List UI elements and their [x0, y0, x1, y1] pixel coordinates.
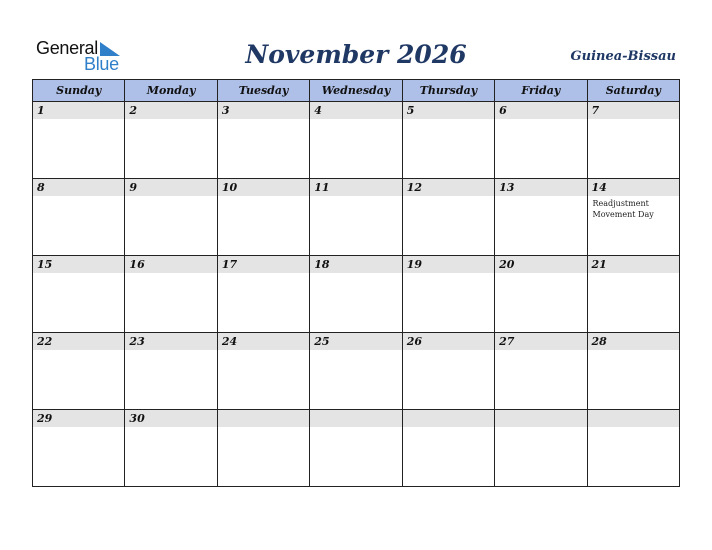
day-number: 16	[125, 256, 216, 273]
day-number: 24	[218, 333, 309, 350]
week-row	[33, 256, 680, 333]
day-number: 13	[495, 179, 586, 196]
day-number: 25	[310, 333, 401, 350]
day-cell	[310, 179, 402, 256]
day-cell	[495, 333, 587, 410]
day-cell	[125, 179, 217, 256]
day-cell	[217, 179, 309, 256]
day-number: 8	[33, 179, 124, 196]
day-cell	[217, 333, 309, 410]
day-number: 20	[495, 256, 586, 273]
day-cell	[33, 333, 125, 410]
day-number: 9	[125, 179, 216, 196]
day-cell	[495, 179, 587, 256]
day-number: 4	[310, 102, 401, 119]
day-cell	[402, 179, 494, 256]
day-number: 28	[588, 333, 679, 350]
day-cell-empty	[402, 410, 494, 487]
day-number-empty	[403, 410, 494, 427]
day-cell	[495, 102, 587, 179]
day-number: 11	[310, 179, 401, 196]
weekday-header-row	[33, 80, 680, 102]
day-cell	[125, 102, 217, 179]
day-cell	[495, 256, 587, 333]
logo-word-blue: Blue	[84, 54, 119, 74]
day-cell	[587, 102, 679, 179]
day-cell	[402, 102, 494, 179]
weekday-header: Sunday	[33, 80, 125, 102]
day-cell	[125, 256, 217, 333]
day-cell	[125, 410, 217, 487]
day-number: 15	[33, 256, 124, 273]
day-number: 23	[125, 333, 216, 350]
weekday-header: Monday	[125, 80, 217, 102]
day-number: 7	[588, 102, 679, 119]
week-row	[33, 102, 680, 179]
weekday-header: Wednesday	[310, 80, 402, 102]
day-number: 5	[403, 102, 494, 119]
day-cell	[217, 256, 309, 333]
day-number: 6	[495, 102, 586, 119]
day-number-empty	[310, 410, 401, 427]
day-cell	[125, 333, 217, 410]
day-cell	[33, 410, 125, 487]
day-cell	[587, 333, 679, 410]
day-cell	[587, 256, 679, 333]
calendar-title: November 2026	[245, 40, 467, 69]
day-cell	[402, 333, 494, 410]
day-number: 14	[588, 179, 679, 196]
day-number: 3	[218, 102, 309, 119]
day-number: 10	[218, 179, 309, 196]
day-cell	[33, 102, 125, 179]
day-cell-empty	[495, 410, 587, 487]
week-row	[33, 410, 680, 487]
logo-word-general: General	[36, 38, 98, 58]
country-label: Guinea-Bissau	[570, 49, 676, 64]
day-number: 1	[33, 102, 124, 119]
calendar-grid	[32, 79, 680, 487]
weekday-header: Friday	[495, 80, 587, 102]
day-cell	[310, 256, 402, 333]
week-row	[33, 333, 680, 410]
day-number: 22	[33, 333, 124, 350]
day-number: 2	[125, 102, 216, 119]
day-cell	[310, 102, 402, 179]
day-number: 19	[403, 256, 494, 273]
holiday-label: Readjustment Movement Day	[592, 199, 654, 219]
day-number: 18	[310, 256, 401, 273]
day-number: 29	[33, 410, 124, 427]
day-number: 30	[125, 410, 216, 427]
weekday-header: Tuesday	[217, 80, 309, 102]
day-number-empty	[588, 410, 679, 427]
day-cell	[33, 256, 125, 333]
day-cell-empty	[217, 410, 309, 487]
day-cell	[310, 333, 402, 410]
day-number-empty	[495, 410, 586, 427]
day-cell	[587, 179, 679, 256]
day-cell	[217, 102, 309, 179]
weekday-header: Thursday	[402, 80, 494, 102]
day-number: 17	[218, 256, 309, 273]
day-number: 12	[403, 179, 494, 196]
day-number: 21	[588, 256, 679, 273]
day-cell	[402, 256, 494, 333]
day-number: 27	[495, 333, 586, 350]
day-number: 26	[403, 333, 494, 350]
weekday-header: Saturday	[587, 80, 679, 102]
day-cell-empty	[587, 410, 679, 487]
week-row	[33, 179, 680, 256]
day-number-empty	[218, 410, 309, 427]
day-cell	[33, 179, 125, 256]
day-cell-empty	[310, 410, 402, 487]
